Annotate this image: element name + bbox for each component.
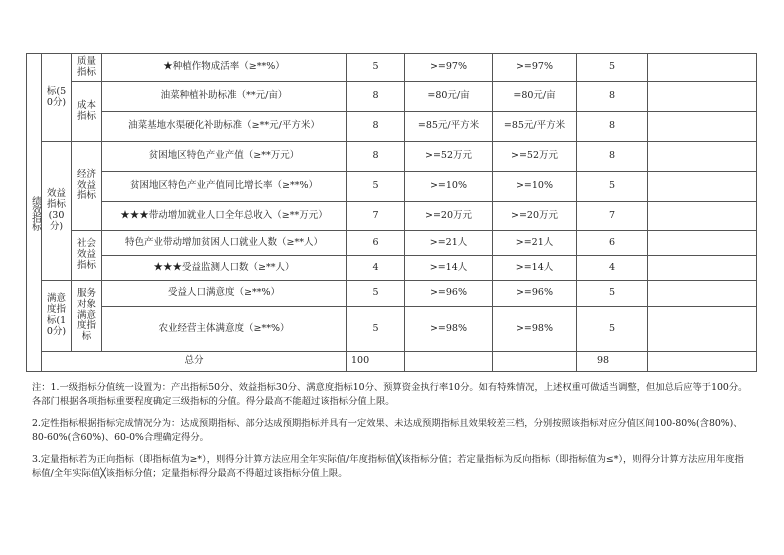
row-remark: [648, 142, 757, 172]
group-cost: 成本指标: [76, 99, 96, 122]
row-actual: >=97%: [493, 54, 577, 82]
row-remark: [648, 231, 757, 256]
table-row: [27, 54, 757, 82]
level1-label: 绩效指标: [29, 195, 41, 230]
row-actual: >=10%: [493, 172, 577, 202]
note-3: 3.定量指标若为正向指标（即指标值为≥*），则得分计算方法应用全年实际值/年度指标值╳该指标分值；若定量指标为反向指标（即指标值为≤*），则得分计算方法应用年度指标值/全年实际值╳该指标分值；定量指标得分最高不得超过该指标分值上限。: [32, 453, 744, 480]
row-actual: >=96%: [493, 281, 577, 307]
row-actual: =80元/亩: [493, 82, 577, 112]
row-target: >=10%: [405, 172, 493, 202]
group-quality: 质量指标: [76, 55, 96, 78]
group-service: 服务对象满意度指标: [76, 287, 96, 343]
row-actual: =85元/平方米: [493, 112, 577, 142]
total-remark: [648, 352, 757, 372]
group-cell: [72, 231, 102, 281]
row-score: 5: [577, 281, 648, 307]
row-score: 5: [577, 307, 648, 352]
total-target: [405, 352, 493, 372]
total-weight: 100: [347, 352, 405, 372]
row-weight: 8: [347, 82, 405, 112]
row-target: >=14人: [405, 256, 493, 281]
row-weight: 8: [347, 142, 405, 172]
row-remark: [648, 54, 757, 82]
group-cell: [72, 82, 102, 142]
row-actual: >=52万元: [493, 142, 577, 172]
row-weight: 5: [347, 172, 405, 202]
table-row: [27, 231, 757, 256]
row-target: >=97%: [405, 54, 493, 82]
total-label: 总分: [42, 352, 347, 372]
satisfaction-indicator-cell: [42, 281, 72, 352]
row-weight: 5: [347, 54, 405, 82]
row-name: 受益人口满意度（≥**%）: [102, 281, 347, 307]
row-weight: 8: [347, 112, 405, 142]
row-remark: [648, 307, 757, 352]
group-cell: [72, 142, 102, 231]
performance-table: [26, 53, 757, 372]
row-score: 5: [577, 54, 648, 82]
row-name: ★种植作物成活率（≥**%）: [102, 54, 347, 82]
row-name: ★★★受益监测人口数（≥**人）: [102, 256, 347, 281]
table-row: [27, 82, 757, 112]
benefit-indicator-label: 效益指标(30分): [46, 188, 66, 232]
total-row: [27, 352, 757, 372]
row-actual: >=14人: [493, 256, 577, 281]
row-weight: 5: [347, 281, 405, 307]
level1-cell: [27, 54, 42, 372]
row-name: 油菜种植补助标准（**元/亩）: [102, 82, 347, 112]
row-name: 贫困地区特色产业产值同比增长率（≥**%）: [102, 172, 347, 202]
table-row: [27, 112, 757, 142]
group-social: 社会效益指标: [76, 238, 96, 271]
output-indicator-label: 标(50分): [46, 85, 67, 108]
table-row: [27, 256, 757, 281]
note-1: 注：1.一级指标分值统一设置为：产出指标50分、效益指标30分、满意度指标10分、预算资金执行率10分。如有特殊情况，上述权重可做适当调整，但加总后应等于100分。各部门根据各项指标重要程度确定三级指标的分值。得分最高不能超过该指标分值上限。: [32, 382, 748, 408]
group-cell: [72, 54, 102, 82]
row-weight: 5: [347, 307, 405, 352]
row-remark: [648, 112, 757, 142]
notes-section: [32, 381, 752, 488]
table-row: [27, 172, 757, 202]
row-remark: [648, 82, 757, 112]
row-remark: [648, 281, 757, 307]
row-name: ★★★带动增加就业人口全年总收入（≥**万元）: [102, 202, 347, 231]
satisfaction-indicator-label: 满意度指标(10分): [46, 293, 67, 337]
row-score: 4: [577, 256, 648, 281]
benefit-indicator-cell: [42, 142, 72, 281]
row-weight: 7: [347, 202, 405, 231]
row-score: 5: [577, 172, 648, 202]
row-actual: >=98%: [493, 307, 577, 352]
table-row: [27, 142, 757, 172]
row-remark: [648, 256, 757, 281]
row-remark: [648, 202, 757, 231]
row-actual: >=21人: [493, 231, 577, 256]
row-weight: 6: [347, 231, 405, 256]
row-weight: 4: [347, 256, 405, 281]
table-row: [27, 281, 757, 307]
row-target: >=21人: [405, 231, 493, 256]
row-name: 油菜基地水渠硬化补助标准（≥**元/平方米）: [102, 112, 347, 142]
row-actual: >=20万元: [493, 202, 577, 231]
total-score: 98: [577, 352, 648, 372]
table-row: [27, 307, 757, 352]
row-score: 8: [577, 142, 648, 172]
group-economic: 经济效益指标: [76, 168, 96, 202]
row-name: 特色产业带动增加贫困人口就业人数（≥**人）: [102, 231, 347, 256]
row-score: 8: [577, 112, 648, 142]
row-score: 6: [577, 231, 648, 256]
note-2: 2.定性指标根据指标完成情况分为：达成预期指标、部分达成预期指标并具有一定效果、未达成预期指标且效果较差三档，分别按照该指标对应分值区间100-80%(含80%)、80-60%(含60%)、60-0%合理确定得分。: [32, 417, 743, 444]
row-target: >=20万元: [405, 202, 493, 231]
row-target: =80元/亩: [405, 82, 493, 112]
row-score: 8: [577, 82, 648, 112]
row-target: =85元/平方米: [405, 112, 493, 142]
table-row: [27, 202, 757, 231]
row-score: 7: [577, 202, 648, 231]
row-target: >=96%: [405, 281, 493, 307]
row-target: >=52万元: [405, 142, 493, 172]
output-indicator-cell: [42, 54, 72, 142]
row-name: 贫困地区特色产业产值（≥**万元）: [102, 142, 347, 172]
row-name: 农业经营主体满意度（≥**%）: [102, 307, 347, 352]
row-remark: [648, 172, 757, 202]
group-cell: [72, 281, 102, 352]
row-target: >=98%: [405, 307, 493, 352]
total-actual: [493, 352, 577, 372]
